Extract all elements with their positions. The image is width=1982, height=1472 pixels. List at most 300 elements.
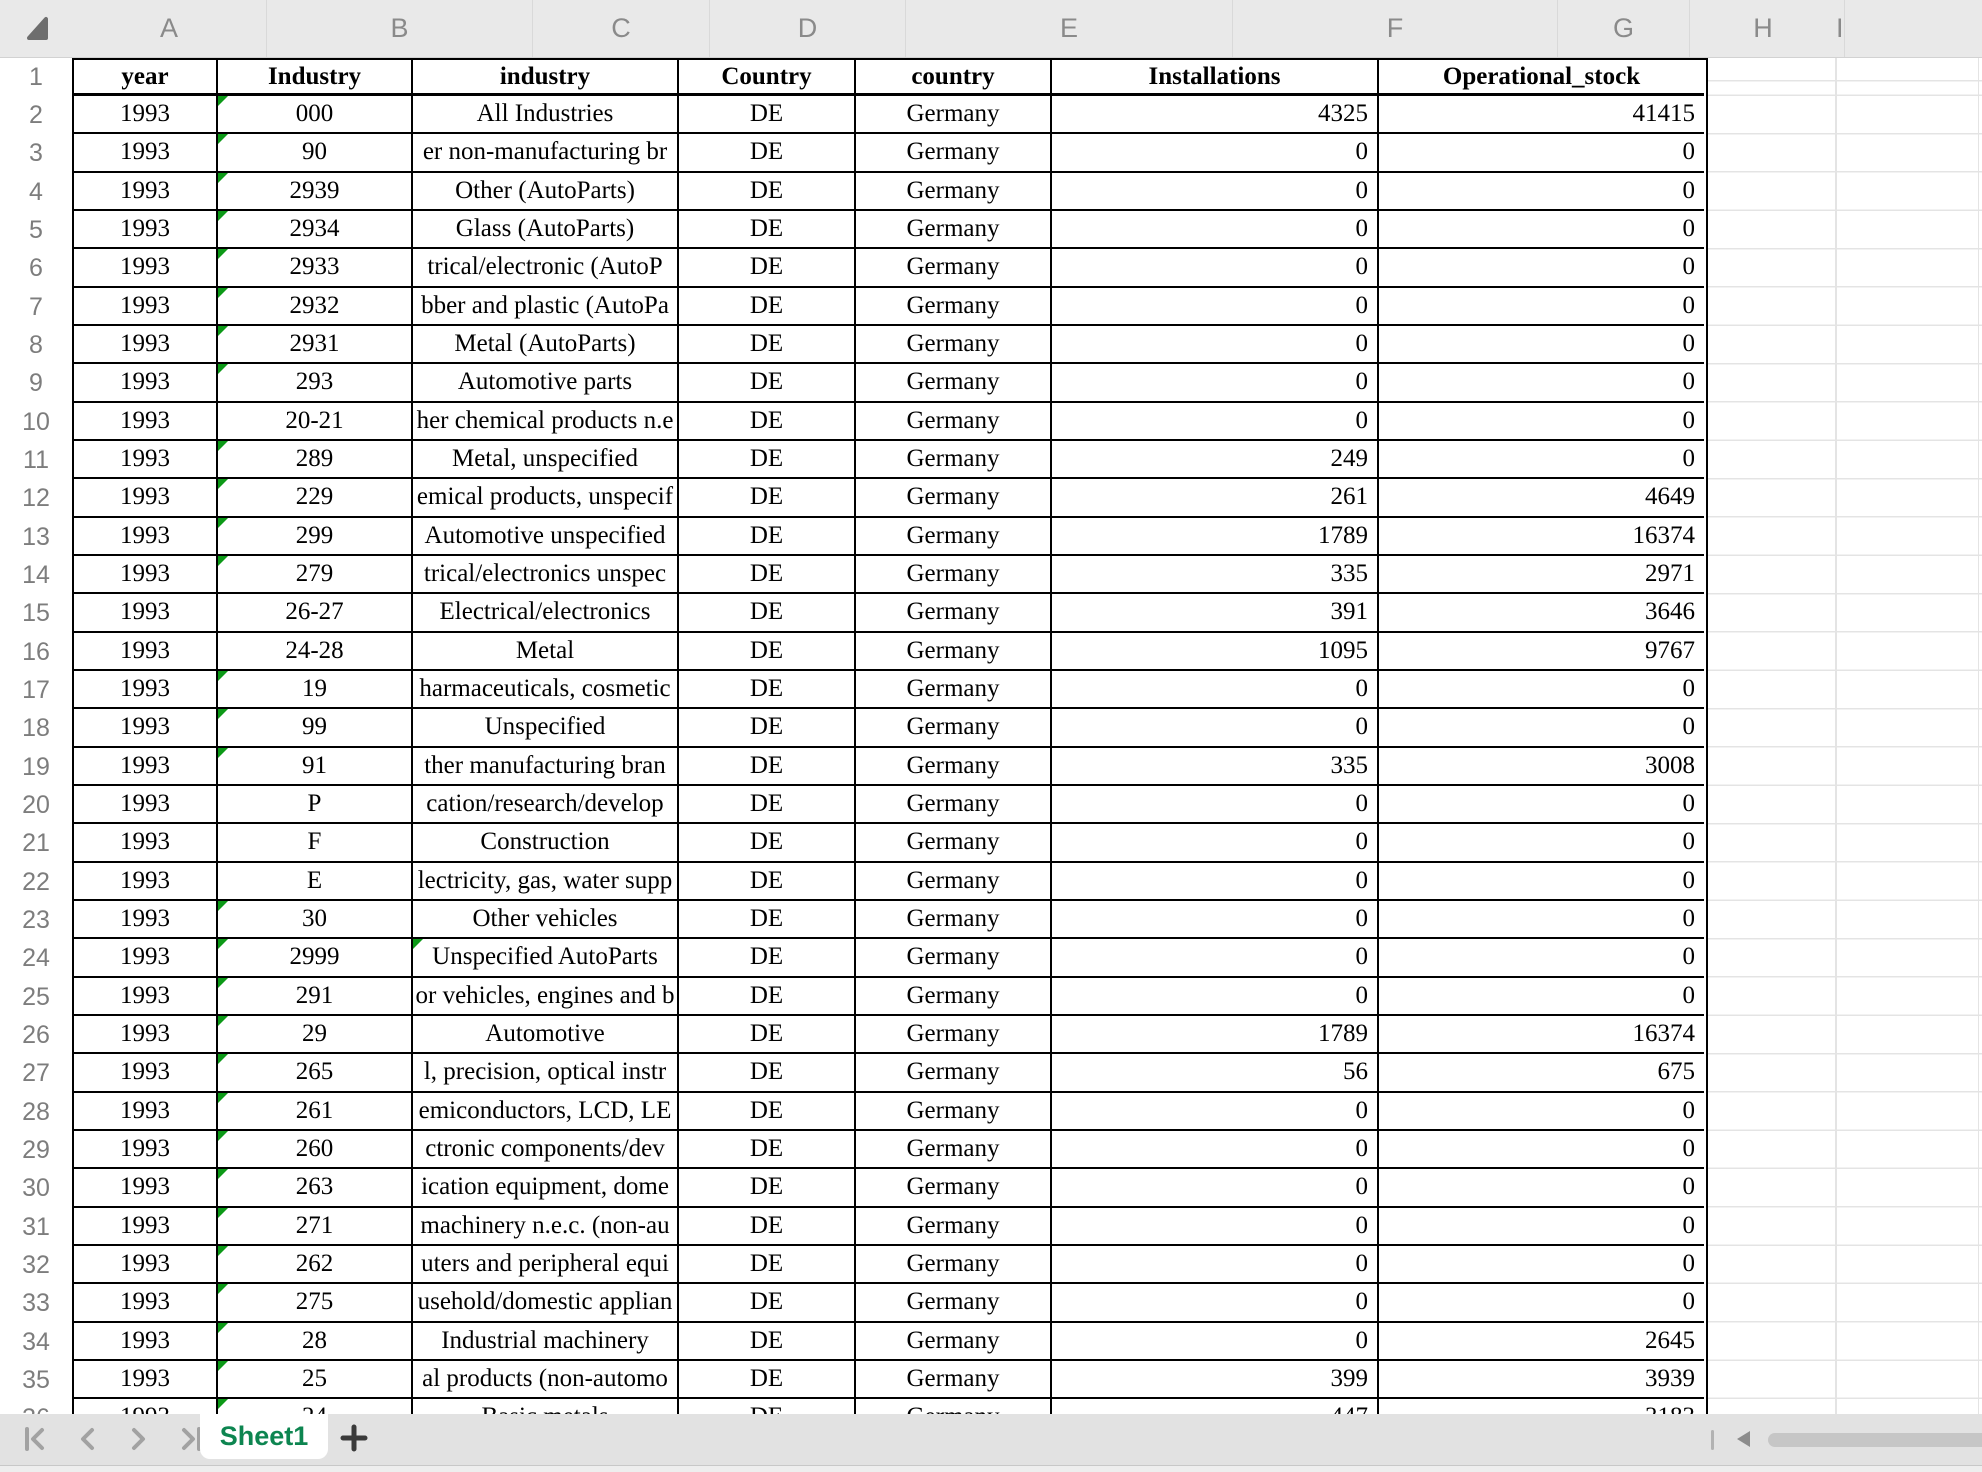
header-cell-installations[interactable]: Installations [1052, 60, 1379, 96]
cell-installations[interactable]: 261 [1052, 479, 1379, 517]
header-cell-year[interactable]: year [74, 60, 218, 96]
cell-country-code[interactable]: DE [679, 364, 856, 402]
cell-installations[interactable]: 0 [1052, 901, 1379, 939]
cell-operational-stock[interactable]: 0 [1379, 173, 1704, 211]
cell-year[interactable]: 1993 [74, 1131, 218, 1169]
column-header-cell[interactable]: F [1233, 0, 1558, 57]
cell-industry-name[interactable] [413, 249, 679, 287]
cell-country-code[interactable]: DE [679, 1246, 856, 1284]
cell-year[interactable]: 1993 [74, 709, 218, 747]
row-header-cell[interactable]: 17 [22, 675, 50, 704]
cell-industry-code[interactable] [218, 1131, 413, 1169]
cell-installations[interactable]: 0 [1052, 1323, 1379, 1361]
cell-country-code[interactable]: DE [679, 1093, 856, 1131]
cell-industry-code[interactable] [218, 1284, 413, 1322]
cell-installations[interactable]: 0 [1052, 1169, 1379, 1207]
cell-industry-code[interactable] [218, 1016, 413, 1054]
column-header-cell[interactable]: A [72, 0, 267, 57]
cell-industry-name[interactable] [413, 633, 679, 671]
cell-industry-name[interactable] [413, 96, 679, 134]
cell-installations[interactable]: 0 [1052, 671, 1379, 709]
cell-installations[interactable]: 0 [1052, 1131, 1379, 1169]
cell-operational-stock[interactable]: 3939 [1379, 1361, 1704, 1399]
cell-installations[interactable]: 391 [1052, 594, 1379, 632]
sheet-tab-sheet1[interactable] [200, 1414, 328, 1459]
cell-year[interactable]: 1993 [74, 863, 218, 901]
cell-year[interactable]: 1993 [74, 556, 218, 594]
cell-installations[interactable]: 0 [1052, 249, 1379, 287]
cell-year[interactable]: 1993 [74, 403, 218, 441]
cell-year[interactable]: 1993 [74, 1361, 218, 1399]
cell-year[interactable]: 1993 [74, 364, 218, 402]
cell-installations[interactable]: 0 [1052, 403, 1379, 441]
cell-industry-name[interactable] [413, 1093, 679, 1131]
row-header-cell[interactable]: 25 [22, 982, 50, 1011]
cell-industry-code[interactable] [218, 901, 413, 939]
cell-year[interactable]: 1993 [74, 901, 218, 939]
row-header-cell[interactable]: 3 [29, 139, 43, 168]
cell-year[interactable]: 1993 [74, 173, 218, 211]
cell-country-code[interactable]: DE [679, 901, 856, 939]
column-header-cell[interactable]: H [1753, 13, 1773, 43]
cell-country-name[interactable]: Germany [856, 1016, 1052, 1054]
cell-country-code[interactable]: DE [679, 1054, 856, 1092]
cell-country-code[interactable]: DE [679, 863, 856, 901]
cell-installations[interactable]: 1789 [1052, 1016, 1379, 1054]
header-cell-country-code[interactable]: Country [679, 60, 856, 96]
cell-year[interactable]: 1993 [74, 441, 218, 479]
cell-operational-stock[interactable]: 0 [1379, 824, 1704, 862]
cell-industry-name[interactable] [413, 863, 679, 901]
row-header-cell[interactable]: 18 [22, 714, 50, 743]
cell-country-name[interactable]: Germany [856, 901, 1052, 939]
cell-year[interactable]: 1993 [74, 518, 218, 556]
cell-country-code[interactable]: DE [679, 1016, 856, 1054]
cell-installations[interactable]: 249 [1052, 441, 1379, 479]
header-cell-country-name[interactable]: country [856, 60, 1052, 96]
cell-operational-stock[interactable]: 0 [1379, 364, 1704, 402]
cell-country-name[interactable]: Germany [856, 173, 1052, 211]
cell-year[interactable]: 1993 [74, 1016, 218, 1054]
cell-industry-code[interactable] [218, 173, 413, 211]
row-header-cell[interactable]: 19 [22, 752, 50, 781]
row-header-cell[interactable]: 22 [22, 867, 50, 896]
cell-installations[interactable]: 399 [1052, 1361, 1379, 1399]
cell-operational-stock[interactable]: 2971 [1379, 556, 1704, 594]
go-first-sheet-button[interactable] [20, 1424, 50, 1454]
select-all-corner[interactable] [0, 0, 72, 57]
cell-industry-name[interactable] [413, 901, 679, 939]
cell-country-name[interactable]: Germany [856, 594, 1052, 632]
cell-year[interactable]: 1993 [74, 326, 218, 364]
cell-year[interactable]: 1993 [74, 671, 218, 709]
cell-year[interactable]: 1993 [74, 1169, 218, 1207]
cell-operational-stock[interactable]: 41415 [1379, 96, 1704, 134]
empty-cells-grid[interactable] [1704, 58, 1982, 1414]
cell-country-name[interactable]: Germany [856, 1131, 1052, 1169]
cell-installations[interactable]: 0 [1052, 824, 1379, 862]
row-header-cell[interactable]: 10 [22, 407, 50, 436]
row-header-cell[interactable]: 31 [22, 1212, 50, 1241]
cell-industry-code[interactable] [218, 786, 413, 824]
row-header-cell[interactable]: 4 [29, 177, 43, 206]
cell-industry-name[interactable] [413, 824, 679, 862]
cell-year[interactable]: 1993 [74, 786, 218, 824]
cell-industry-code[interactable] [218, 288, 413, 326]
cell-country-code[interactable]: DE [679, 786, 856, 824]
cell-installations[interactable]: 335 [1052, 556, 1379, 594]
cell-year[interactable]: 1993 [74, 249, 218, 287]
cell-operational-stock[interactable]: 0 [1379, 978, 1704, 1016]
cell-country-name[interactable]: Germany [856, 1246, 1052, 1284]
cell-country-code[interactable]: DE [679, 96, 856, 134]
row-header-cell[interactable]: 21 [22, 829, 50, 858]
cell-operational-stock[interactable]: 0 [1379, 326, 1704, 364]
cell-country-code[interactable]: DE [679, 1323, 856, 1361]
cell-country-code[interactable]: DE [679, 441, 856, 479]
next-sheet-button[interactable] [124, 1424, 154, 1454]
cell-industry-code[interactable] [218, 671, 413, 709]
cell-industry-name[interactable] [413, 364, 679, 402]
cell-year[interactable]: 1993 [74, 134, 218, 172]
cell-industry-code[interactable] [218, 978, 413, 1016]
cell-operational-stock[interactable]: 0 [1379, 1246, 1704, 1284]
cell-industry-name[interactable] [413, 1246, 679, 1284]
cell-country-name[interactable]: Germany [856, 556, 1052, 594]
cell-country-name[interactable]: Germany [856, 403, 1052, 441]
cell-country-name[interactable]: Germany [856, 786, 1052, 824]
column-header-cell[interactable]: C [533, 0, 710, 57]
cell-country-name[interactable]: Germany [856, 441, 1052, 479]
cell-industry-name[interactable] [413, 671, 679, 709]
cell-operational-stock[interactable]: 0 [1379, 671, 1704, 709]
cell-industry-code[interactable] [218, 518, 413, 556]
cell-country-code[interactable]: DE [679, 939, 856, 977]
cell-industry-name[interactable] [413, 1361, 679, 1399]
cell-industry-code[interactable] [218, 1054, 413, 1092]
cell-country-name[interactable]: Germany [856, 1208, 1052, 1246]
row-header-cell[interactable]: 28 [22, 1097, 50, 1126]
cell-country-name[interactable]: Germany [856, 709, 1052, 747]
cell-installations[interactable]: 0 [1052, 1284, 1379, 1322]
cell-country-code[interactable]: DE [679, 748, 856, 786]
row-header-cell[interactable]: 5 [29, 215, 43, 244]
cell-country-name[interactable]: Germany [856, 249, 1052, 287]
cell-installations[interactable]: 0 [1052, 978, 1379, 1016]
row-header-cell[interactable]: 6 [29, 254, 43, 283]
cell-country-name[interactable]: Germany [856, 939, 1052, 977]
cell-installations[interactable]: 0 [1052, 1093, 1379, 1131]
row-header-cell[interactable]: 7 [29, 292, 43, 321]
cell-industry-code[interactable] [218, 824, 413, 862]
cell-industry-code[interactable] [218, 863, 413, 901]
cell-industry-name[interactable] [413, 518, 679, 556]
cell-country-code[interactable]: DE [679, 978, 856, 1016]
cell-country-name[interactable]: Germany [856, 1054, 1052, 1092]
cell-country-name[interactable]: Germany [856, 671, 1052, 709]
cell-industry-name[interactable] [413, 786, 679, 824]
cell-country-name[interactable]: Germany [856, 1361, 1052, 1399]
cell-installations[interactable]: 0 [1052, 134, 1379, 172]
row-header-cell[interactable]: 16 [22, 637, 50, 666]
cell-industry-name[interactable] [413, 441, 679, 479]
cell-country-name[interactable]: Germany [856, 863, 1052, 901]
cell-country-name[interactable]: Germany [856, 748, 1052, 786]
cell-installations[interactable]: 0 [1052, 326, 1379, 364]
row-header-cell[interactable]: 12 [22, 484, 50, 513]
cell-country-code[interactable]: DE [679, 1208, 856, 1246]
cell-operational-stock[interactable]: 0 [1379, 786, 1704, 824]
cell-country-code[interactable]: DE [679, 633, 856, 671]
cell-country-code[interactable]: DE [679, 134, 856, 172]
cell-year[interactable]: 1993 [74, 594, 218, 632]
cell-country-code[interactable]: DE [679, 211, 856, 249]
cell-industry-code[interactable] [218, 249, 413, 287]
cell-country-name[interactable]: Germany [856, 1169, 1052, 1207]
cell-industry-name[interactable] [413, 594, 679, 632]
cell-country-name[interactable]: Germany [856, 978, 1052, 1016]
cell-operational-stock[interactable]: 675 [1379, 1054, 1704, 1092]
cell-industry-code[interactable] [218, 326, 413, 364]
cell-country-code[interactable]: DE [679, 249, 856, 287]
cell-installations[interactable]: 0 [1052, 863, 1379, 901]
table-row [74, 288, 1706, 326]
cell-year[interactable]: 1993 [74, 1246, 218, 1284]
cell-country-name[interactable]: Germany [856, 518, 1052, 556]
cell-industry-name[interactable] [413, 1323, 679, 1361]
row-header-cell[interactable]: 8 [29, 330, 43, 359]
column-header-cell[interactable]: G [1558, 0, 1690, 57]
cell-country-name[interactable]: Germany [856, 96, 1052, 134]
cell-industry-name[interactable] [413, 978, 679, 1016]
cell-country-code[interactable]: DE [679, 1284, 856, 1322]
cell-year[interactable]: 1993 [74, 1054, 218, 1092]
column-header-cell[interactable]: B [267, 0, 533, 57]
cell-year[interactable]: 1993 [74, 1323, 218, 1361]
cell-operational-stock[interactable]: 0 [1379, 441, 1704, 479]
cell-industry-name[interactable] [413, 939, 679, 977]
cell-industry-name[interactable] [413, 1016, 679, 1054]
cell-installations[interactable]: 0 [1052, 1208, 1379, 1246]
cell-year[interactable]: 1993 [74, 633, 218, 671]
cell-industry-code[interactable] [218, 364, 413, 402]
cell-year[interactable]: 1993 [74, 1284, 218, 1322]
cell-country-code[interactable]: DE [679, 671, 856, 709]
row-header-cell[interactable]: 9 [29, 369, 43, 398]
cell-industry-code[interactable] [218, 594, 413, 632]
cell-industry-name[interactable] [413, 173, 679, 211]
cell-installations[interactable]: 0 [1052, 288, 1379, 326]
previous-sheet-button[interactable] [72, 1424, 102, 1454]
cell-year[interactable]: 1993 [74, 978, 218, 1016]
cell-country-code[interactable]: DE [679, 326, 856, 364]
cell-industry-name[interactable] [413, 326, 679, 364]
cell-country-name[interactable]: Germany [856, 1093, 1052, 1131]
cell-industry-code[interactable] [218, 748, 413, 786]
cell-operational-stock[interactable]: 0 [1379, 249, 1704, 287]
cell-operational-stock[interactable]: 0 [1379, 1208, 1704, 1246]
cell-operational-stock[interactable]: 0 [1379, 709, 1704, 747]
cell-country-code[interactable]: DE [679, 709, 856, 747]
row-header-cell[interactable]: 29 [22, 1135, 50, 1164]
cell-industry-name[interactable] [413, 403, 679, 441]
cell-industry-name[interactable] [413, 1054, 679, 1092]
cell-industry-code[interactable] [218, 1169, 413, 1207]
row-header-cell[interactable]: 27 [22, 1059, 50, 1088]
cell-country-name[interactable]: Germany [856, 479, 1052, 517]
cell-industry-code[interactable] [218, 211, 413, 249]
cell-operational-stock[interactable]: 2645 [1379, 1323, 1704, 1361]
cell-year[interactable]: 1993 [74, 1093, 218, 1131]
cell-installations[interactable]: 1789 [1052, 518, 1379, 556]
cell-industry-code[interactable] [218, 556, 413, 594]
cell-industry-name[interactable] [413, 748, 679, 786]
cell-installations[interactable]: 0 [1052, 211, 1379, 249]
row-header-cell[interactable]: 24 [22, 944, 50, 973]
cell-country-name[interactable]: Germany [856, 1284, 1052, 1322]
scroll-left-arrow-icon[interactable] [1737, 1431, 1750, 1447]
row-header-cell[interactable]: 34 [22, 1327, 50, 1356]
column-header-cell[interactable]: E [906, 0, 1233, 57]
cell-country-name[interactable]: Germany [856, 824, 1052, 862]
horizontal-scrollbar-thumb[interactable] [1768, 1433, 1982, 1447]
cell-operational-stock[interactable]: 0 [1379, 211, 1704, 249]
column-header-cell[interactable]: D [710, 0, 906, 57]
cell-country-code[interactable]: DE [679, 1169, 856, 1207]
cell-country-code[interactable]: DE [679, 288, 856, 326]
cell-operational-stock[interactable]: 0 [1379, 901, 1704, 939]
row-header-cell[interactable]: 14 [22, 560, 50, 589]
cell-operational-stock[interactable]: 0 [1379, 288, 1704, 326]
cell-industry-name[interactable] [413, 1169, 679, 1207]
cell-industry-name[interactable] [413, 288, 679, 326]
cell-country-name[interactable]: Germany [856, 326, 1052, 364]
cell-country-name[interactable]: Germany [856, 211, 1052, 249]
cell-year[interactable]: 1993 [74, 288, 218, 326]
row-header-cell[interactable]: 13 [22, 522, 50, 551]
cell-industry-code[interactable] [218, 1361, 413, 1399]
cell-operational-stock[interactable]: 0 [1379, 939, 1704, 977]
row-header-cell[interactable]: 32 [22, 1250, 50, 1279]
cell-year[interactable]: 1993 [74, 748, 218, 786]
cell-operational-stock[interactable]: 9767 [1379, 633, 1704, 671]
row-header-cell[interactable]: 1 [29, 63, 43, 91]
cell-country-code[interactable]: DE [679, 403, 856, 441]
cell-industry-code[interactable] [218, 134, 413, 172]
row-header-cell[interactable]: 15 [22, 599, 50, 628]
cell-year[interactable]: 1993 [74, 824, 218, 862]
cell-industry-code[interactable] [218, 96, 413, 134]
cell-year[interactable]: 1993 [74, 939, 218, 977]
cell-country-name[interactable]: Germany [856, 364, 1052, 402]
cell-country-code[interactable]: DE [679, 1131, 856, 1169]
cell-country-name[interactable]: Germany [856, 134, 1052, 172]
cell-country-name[interactable]: Germany [856, 288, 1052, 326]
cell-industry-name[interactable] [413, 134, 679, 172]
header-cell-operational-stock[interactable]: Operational_stock [1379, 60, 1704, 96]
cell-year[interactable]: 1993 [74, 479, 218, 517]
cell-country-code[interactable]: DE [679, 556, 856, 594]
cell-installations[interactable]: 0 [1052, 939, 1379, 977]
cell-industry-code-value: 275 [295, 1288, 334, 1316]
cell-industry-code[interactable] [218, 1323, 413, 1361]
row-header-cell[interactable]: 23 [22, 905, 50, 934]
cell-industry-name[interactable] [413, 556, 679, 594]
cell-industry-code[interactable] [218, 441, 413, 479]
cell-installations[interactable]: 4325 [1052, 96, 1379, 134]
cell-industry-code[interactable] [218, 403, 413, 441]
cell-operational-stock[interactable]: 0 [1379, 1284, 1704, 1322]
cell-installations[interactable]: 0 [1052, 1246, 1379, 1284]
cell-year[interactable]: 1993 [74, 1208, 218, 1246]
cell-industry-code[interactable] [218, 709, 413, 747]
cell-installations[interactable]: 0 [1052, 173, 1379, 211]
cell-operational-stock[interactable]: 3008 [1379, 748, 1704, 786]
cell-country-code[interactable]: DE [679, 594, 856, 632]
cell-country-code[interactable]: DE [679, 173, 856, 211]
cell-country-code[interactable]: DE [679, 1361, 856, 1399]
cell-industry-code[interactable] [218, 1246, 413, 1284]
column-header-cell[interactable]: I [1836, 0, 1845, 57]
cell-installations[interactable]: 56 [1052, 1054, 1379, 1092]
cell-operational-stock[interactable]: 16374 [1379, 518, 1704, 556]
cell-country-code[interactable]: DE [679, 824, 856, 862]
cell-industry-name[interactable] [413, 1208, 679, 1246]
cell-operational-stock[interactable]: 0 [1379, 863, 1704, 901]
row-header-cell[interactable]: 26 [22, 1020, 50, 1049]
cell-industry-name[interactable] [413, 1131, 679, 1169]
cell-industry-name[interactable] [413, 709, 679, 747]
cell-industry-code[interactable] [218, 939, 413, 977]
cell-country-name[interactable]: Germany [856, 633, 1052, 671]
row-header-cell[interactable]: 2 [29, 101, 43, 129]
cell-industry-name[interactable] [413, 479, 679, 517]
cell-operational-stock[interactable]: 0 [1379, 1169, 1704, 1207]
cell-operational-stock[interactable]: 3646 [1379, 594, 1704, 632]
add-sheet-button[interactable] [338, 1422, 370, 1454]
cell-installations[interactable]: 0 [1052, 786, 1379, 824]
cell-industry-code[interactable] [218, 479, 413, 517]
row-header-cell[interactable]: 30 [22, 1174, 50, 1203]
cell-industry-code[interactable] [218, 1208, 413, 1246]
row-header-cell[interactable]: 35 [22, 1365, 50, 1394]
cell-year[interactable]: 1993 [74, 211, 218, 249]
cell-operational-stock[interactable]: 0 [1379, 1093, 1704, 1131]
cell-installations[interactable]: 0 [1052, 364, 1379, 402]
cell-installations[interactable]: 1095 [1052, 633, 1379, 671]
cell-industry-code[interactable] [218, 1093, 413, 1131]
header-cell-industry-code[interactable]: Industry [218, 60, 413, 96]
cell-year[interactable]: 1993 [74, 96, 218, 134]
cell-operational-stock[interactable]: 0 [1379, 1131, 1704, 1169]
header-cell-industry-name[interactable]: industry [413, 60, 679, 96]
row-header-cell[interactable]: 11 [23, 445, 49, 474]
cell-installations[interactable]: 0 [1052, 709, 1379, 747]
cell-industry-name[interactable] [413, 211, 679, 249]
cell-country-name[interactable]: Germany [856, 1323, 1052, 1361]
cell-industry-name[interactable] [413, 1284, 679, 1322]
cell-country-code[interactable]: DE [679, 479, 856, 517]
cell-operational-stock[interactable]: 4649 [1379, 479, 1704, 517]
cell-installations[interactable]: 335 [1052, 748, 1379, 786]
cell-operational-stock[interactable]: 0 [1379, 403, 1704, 441]
row-header-cell[interactable]: 20 [22, 790, 50, 819]
cell-industry-code[interactable] [218, 633, 413, 671]
cell-operational-stock[interactable]: 0 [1379, 134, 1704, 172]
row-header-cell[interactable]: 33 [22, 1289, 50, 1318]
cell-operational-stock[interactable]: 16374 [1379, 1016, 1704, 1054]
cell-country-code[interactable]: DE [679, 518, 856, 556]
